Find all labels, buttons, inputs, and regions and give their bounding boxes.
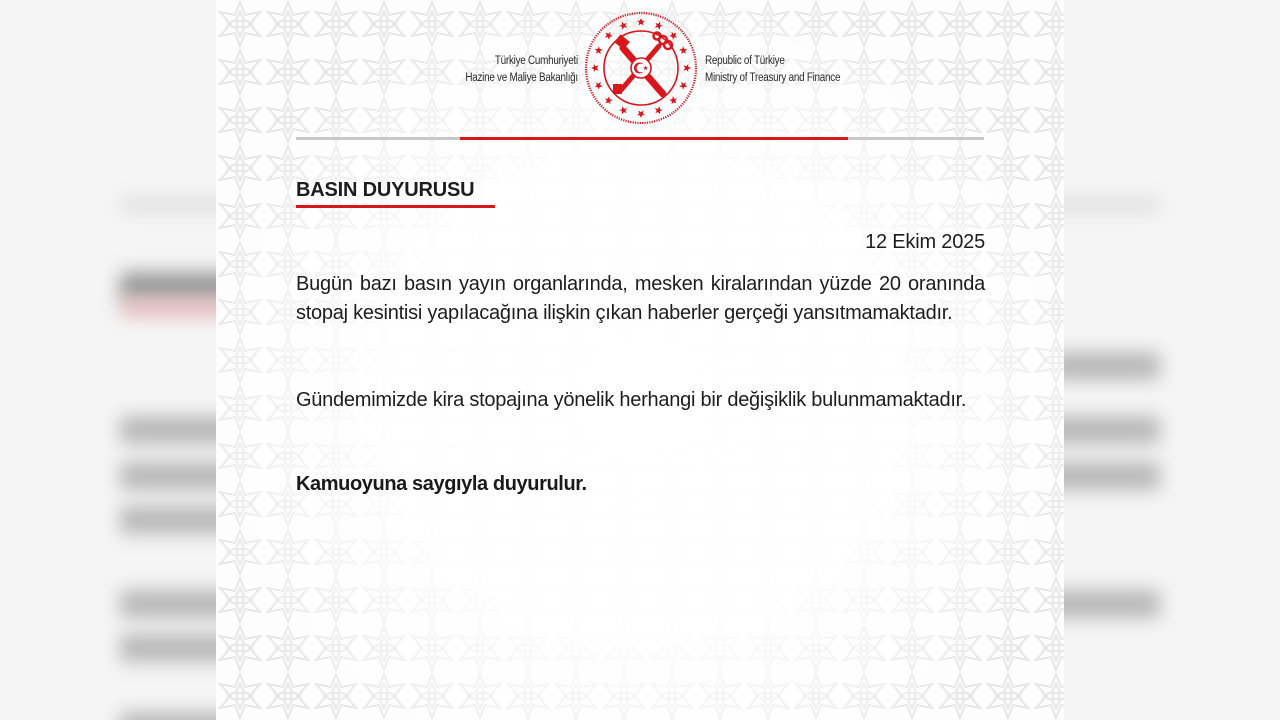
ministry-name-turkish-line1: Türkiye Cumhuriyeti — [494, 55, 578, 67]
ministry-emblem-icon — [583, 10, 699, 126]
ministry-name-english-line2: Ministry of Treasury and Finance — [705, 72, 841, 84]
title-underline — [296, 205, 495, 208]
ministry-name-english-line1: Republic of Türkiye — [705, 55, 785, 67]
ministry-name-turkish-line2: Hazine ve Maliye Bakanlığı — [465, 72, 578, 84]
paragraph-1: Bugün bazı basın yayın organlarında, mesken kiralarından yüzde 20 oranında stopaj kesintisi yapılacağına ilişkin çıkan haberler gerçeği yansıtmamaktadır. — [296, 273, 985, 324]
announcement-date: 12 Ekim 2025 — [865, 231, 985, 253]
closing-statement: Kamuoyuna saygıyla duyurulur. — [296, 473, 587, 495]
paragraph-2: Gündemimizde kira stopajına yönelik herhangi bir değişiklik bulunmamaktadır. — [296, 389, 967, 411]
ministry-name-turkish — [465, 53, 578, 87]
ghost-date — [1050, 352, 1160, 380]
header-divider-red — [460, 137, 848, 140]
press-release-card — [216, 0, 1064, 720]
ministry-name-english — [705, 53, 840, 87]
page-title: BASIN DUYURUSU — [296, 179, 475, 201]
letterhead — [216, 0, 1064, 130]
